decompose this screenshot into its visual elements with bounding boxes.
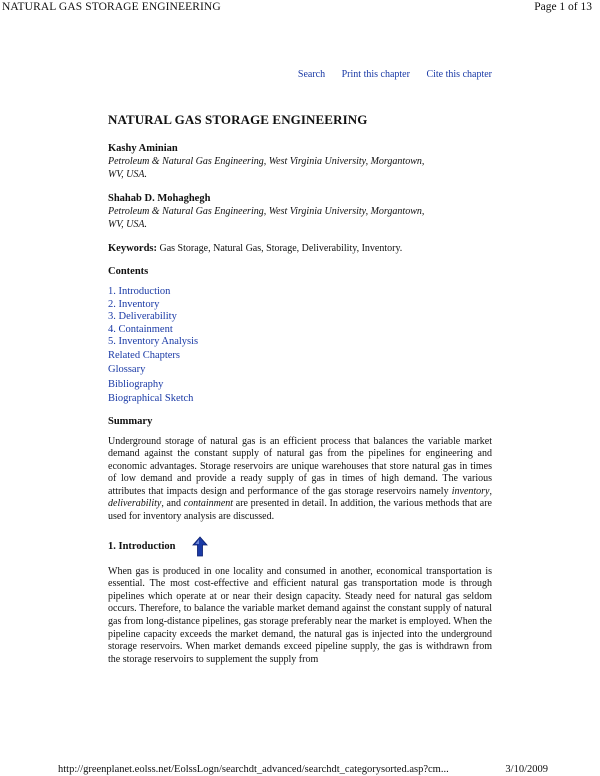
summary-text: ,: [489, 485, 492, 497]
toc-link-inventory[interactable]: 2. Inventory: [108, 298, 160, 310]
print-footer-url: http://greenplanet.eolss.net/EolssLogn/searchdt_advanced/searchdt_categorysorted.asp?cm...: [58, 764, 449, 775]
author-affiliation: Petroleum & Natural Gas Engineering, West Virginia University, Morgantown,: [108, 156, 425, 167]
toc-link-introduction[interactable]: 1. Introduction: [108, 286, 171, 297]
chapter-nav-links: [284, 69, 492, 80]
introduction-heading: 1. Introduction: [108, 541, 176, 553]
author-name: Shahab D. Mohaghegh: [108, 193, 211, 204]
summary-text: Underground storage of natural gas is an efficient process that balances the variable market demand against the constant supply of natural gas from the pipelines for engineering and economic advantages. Storage reservoirs are unique warehouses that store natural gas in times of low demand and provide a ready supply of gas in times of high demand. The various attributes that impacts design and performance of the gas storage reservoirs namely: [108, 435, 492, 497]
author-block: [108, 142, 492, 181]
summary-emphasis: inventory: [451, 485, 490, 497]
toc-link-inventory-analysis[interactable]: 5. Inventory Analysis: [108, 336, 199, 347]
search-link[interactable]: Search: [297, 69, 326, 80]
keywords: [108, 242, 492, 255]
toc-link-deliverability[interactable]: 3. Deliverability: [108, 311, 177, 322]
toc-link-related-chapters[interactable]: Related Chapters: [108, 349, 181, 361]
toc-link-biographical-sketch[interactable]: Biographical Sketch: [108, 393, 194, 404]
author-affiliation: Petroleum & Natural Gas Engineering, West Virginia University, Morgantown,: [108, 206, 425, 217]
summary-text: are presented in detail. In addition, the various methods that are used for inventory analysis are discussed.: [108, 498, 492, 523]
print-chapter-link[interactable]: Print this chapter: [341, 69, 410, 80]
author-name: Kashy Aminian: [108, 143, 178, 154]
summary-heading: Summary: [108, 415, 153, 427]
chapter-content: [108, 112, 492, 666]
table-of-contents: [108, 286, 492, 407]
chapter-title: NATURAL GAS STORAGE ENGINEERING: [108, 112, 368, 127]
summary-text: , and: [161, 498, 184, 510]
contents-heading: Contents: [108, 266, 149, 277]
keywords-text: Gas Storage, Natural Gas, Storage, Deliverability, Inventory.: [157, 243, 403, 254]
introduction-paragraph: When gas is produced in one locality and consumed in another, economical transportation is essential. The most cost-effective and efficient natural gas transportation mode is through pipelines which operate at or near their design capacity. Steady need for natural gas seldom occurs. Therefore, to balance the variable market demand against the constant supply of natural gas from long-distance pipelines, gas storage preferably near the market is employed. When the pipeline capacity exceeds the market demand, the natural gas is injected into the underground storage reservoirs. When market demands exceed pipeline supply, the gas is withdrawn from the storage reservoirs to supplement the supply from: [108, 565, 492, 665]
toc-link-bibliography[interactable]: Bibliography: [108, 378, 164, 390]
print-header-title: NATURAL GAS STORAGE ENGINEERING: [2, 1, 221, 13]
author-affiliation: WV, USA.: [108, 169, 147, 180]
keywords-label: Keywords:: [108, 243, 157, 254]
summary-emphasis: containment: [183, 498, 234, 510]
up-arrow-icon[interactable]: [190, 536, 210, 558]
toc-link-glossary[interactable]: Glossary: [108, 364, 146, 375]
print-header-page: Page 1 of 13: [534, 1, 592, 13]
toc-link-containment[interactable]: 4. Containment: [108, 323, 173, 335]
introduction-heading-row: [108, 536, 492, 558]
summary-emphasis: deliverability: [108, 498, 162, 510]
author-affiliation: WV, USA.: [108, 219, 147, 230]
print-footer-date: 3/10/2009: [505, 764, 548, 775]
author-block: [108, 192, 492, 231]
summary-paragraph: [108, 436, 492, 524]
cite-chapter-link[interactable]: Cite this chapter: [426, 69, 492, 80]
